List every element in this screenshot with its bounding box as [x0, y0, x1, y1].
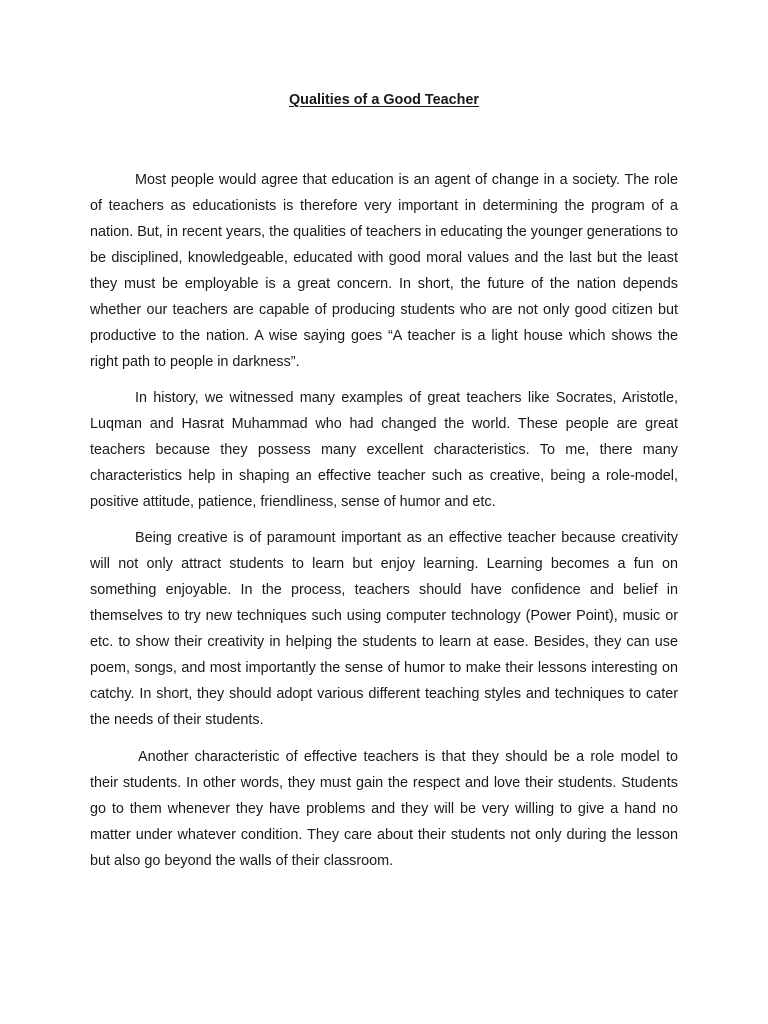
paragraph-2: In history, we witnessed many examples of great teachers like Socrates, Aristotle, Luqman and Hasrat Muhammad who had changed the world. These people are great teachers because they possess many excellent characteristics. To me, there many characteristics help in shaping an effective teacher such as creative, being a role-model, positive attitude, patience, friendliness, sense of humor and etc. [90, 390, 678, 510]
paragraph-1: Most people would agree that education is an agent of change in a society. The role of teachers as educationists is therefore very important in determining the program of a nation. But, in recent years, the qualities of teachers in educating the younger generations to be disciplined, knowledgeable, educated with good moral values and the last but the least they must be employable is a great concern. In short, the future of the nation depends whether our teachers are capable of producing students who are not only good citizen but productive to the nation. A wise saying goes “A teacher is a light house which shows the right path to people in darkness”. [90, 172, 678, 370]
paragraph-4: Another characteristic of effective teachers is that they should be a role model to their students. In other words, they must gain the respect and love their students. Students go to them whenever they have problems and they will be very willing to give a hand no matter under whatever condition. They care about their students not only during the lesson but also go beyond the walls of their classroom. [90, 749, 678, 869]
document-page [90, 88, 678, 884]
document-title: Qualities of a Good Teacher [288, 92, 480, 108]
paragraph-3: Being creative is of paramount important as an effective teacher because creativity will not only attract students to learn but enjoy learning. Learning becomes a fun on something enjoyable. In the process, teachers should have confidence and belief in themselves to try new techniques such using computer technology (Power Point), music or etc. to show their creativity in helping the students to learn at ease. Besides, they can use poem, songs, and most importantly the sense of humor to make their lessons interesting on catchy. In short, they should adopt various different teaching styles and techniques to cater the needs of their students. [90, 530, 678, 728]
